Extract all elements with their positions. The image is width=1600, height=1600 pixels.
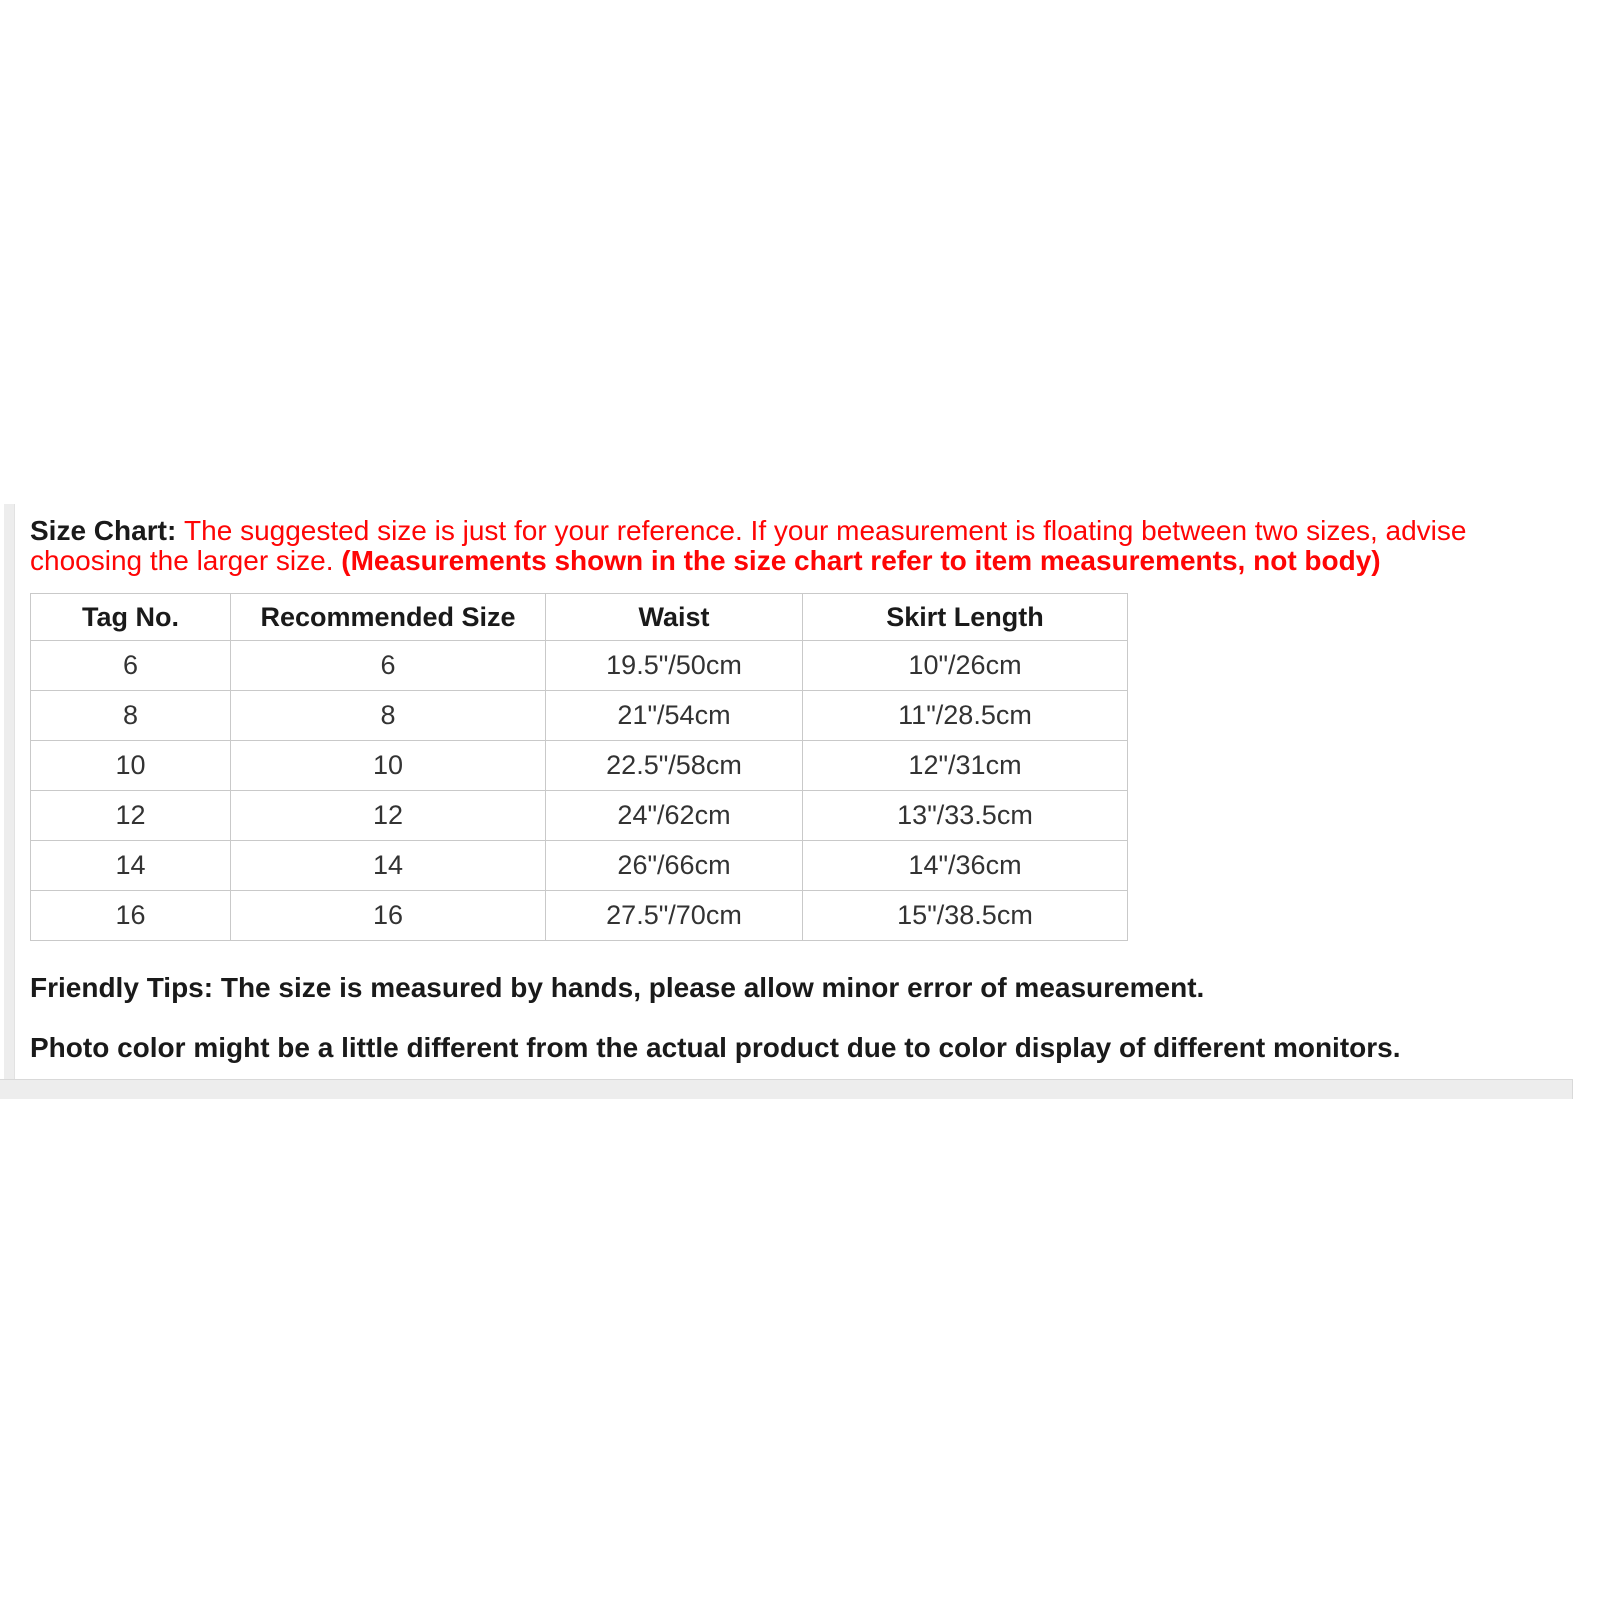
size-chart-note: The suggested size is just for your reference. If your measurement is floating between two sizes, advise choosing the larger size. — [30, 515, 1467, 576]
table-cell: 6 — [231, 641, 546, 691]
size-chart-table — [30, 593, 1128, 941]
size-chart-label: Size Chart — [30, 515, 167, 546]
photo-color-note: Photo color might be a little different from the actual product due to color display of different monitors. — [30, 1032, 1401, 1063]
table-row — [31, 741, 1128, 791]
table-cell: 10"/26cm — [803, 641, 1128, 691]
table-row — [31, 841, 1128, 891]
table-cell: 22.5"/58cm — [546, 741, 803, 791]
table-cell: 14 — [231, 841, 546, 891]
table-cell: 10 — [31, 741, 231, 791]
table-cell: 14 — [31, 841, 231, 891]
table-cell: 15"/38.5cm — [803, 891, 1128, 941]
table-header-row — [31, 594, 1128, 641]
table-cell: 16 — [31, 891, 231, 941]
header-cell-waist: Waist — [546, 594, 803, 641]
table-cell: 16 — [231, 891, 546, 941]
friendly-tips-note: Friendly Tips: The size is measured by hands, please allow minor error of measurement. — [30, 972, 1205, 1003]
size-chart-colon: : — [166, 515, 185, 546]
table-cell: 12 — [31, 791, 231, 841]
table-row — [31, 691, 1128, 741]
table-cell: 21"/54cm — [546, 691, 803, 741]
table-cell: 24"/62cm — [546, 791, 803, 841]
table-cell: 27.5"/70cm — [546, 891, 803, 941]
table-cell: 12 — [231, 791, 546, 841]
size-chart-panel — [30, 516, 1552, 1064]
table-cell: 8 — [31, 691, 231, 741]
table-cell: 14"/36cm — [803, 841, 1128, 891]
table-row — [31, 791, 1128, 841]
table-cell: 8 — [231, 691, 546, 741]
size-chart-note-emphasis: (Measurements shown in the size chart refer to item measurements, not body) — [341, 545, 1381, 576]
table-cell: 19.5"/50cm — [546, 641, 803, 691]
table-cell: 6 — [31, 641, 231, 691]
size-chart-heading — [30, 516, 1552, 576]
table-cell: 26"/66cm — [546, 841, 803, 891]
table-cell: 10 — [231, 741, 546, 791]
header-cell-recommended-size: Recommended Size — [231, 594, 546, 641]
table-row — [31, 891, 1128, 941]
page-left-edge — [4, 504, 15, 1079]
table-cell: 11"/28.5cm — [803, 691, 1128, 741]
table-cell: 12"/31cm — [803, 741, 1128, 791]
page-bottom-strip — [0, 1079, 1573, 1099]
table-row — [31, 641, 1128, 691]
table-cell: 13"/33.5cm — [803, 791, 1128, 841]
header-cell-skirt-length: Skirt Length — [803, 594, 1128, 641]
header-cell-tag-no: Tag No. — [31, 594, 231, 641]
